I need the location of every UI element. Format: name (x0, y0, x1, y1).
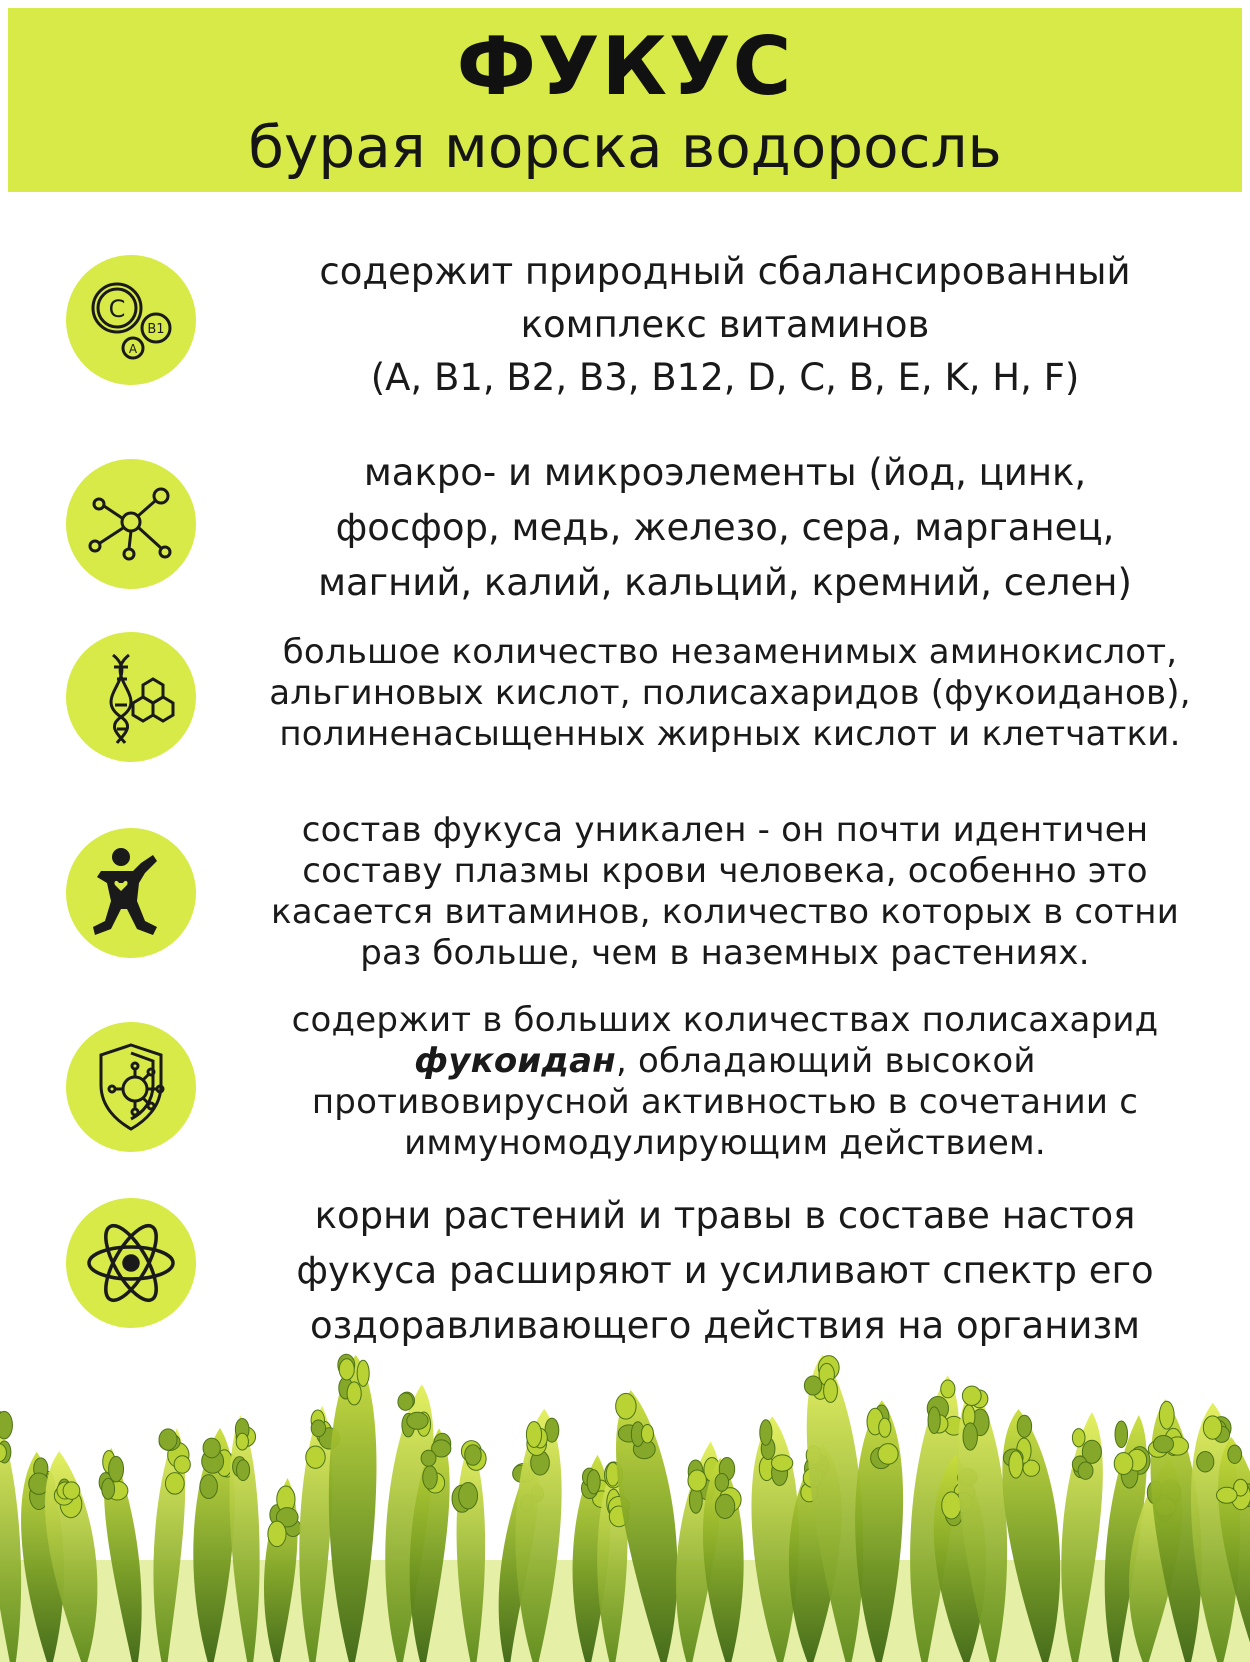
seaweed-vesicle (688, 1470, 706, 1491)
seaweed-vesicle (1114, 1453, 1133, 1475)
seaweed-vesicle (102, 1478, 115, 1499)
seaweed-vesicle (1009, 1451, 1023, 1478)
text-line: макро- и микроэлементы (йод, цинк, (363, 451, 1087, 494)
seaweed-vesicle (165, 1473, 184, 1495)
seaweed-vesicle (962, 1386, 981, 1405)
seaweed-vesicle (1072, 1429, 1085, 1447)
seaweed-vesicle (963, 1423, 977, 1450)
benefit-item-amino-acids (0, 630, 1250, 760)
text-fragment: , обладающий высокой (615, 1041, 1036, 1081)
benefit-item-fucoidan (0, 1000, 1250, 1170)
seaweed-vesicle (268, 1521, 286, 1546)
seaweed-vesicle (878, 1444, 898, 1465)
text-line: состав фукуса уникален - он почти идентичен (301, 810, 1149, 850)
benefit-item-minerals (0, 445, 1250, 604)
text-line: (A, B1, B2, B3, B12, D, C, B, E, K, H, F) (370, 356, 1080, 399)
seaweed-vesicle (1203, 1416, 1221, 1439)
vitamin-a-letter: A (128, 342, 138, 356)
text-line: магний, калий, кальций, кремний, селен) (318, 561, 1132, 604)
text-line: оздоравливающего действия на организм (309, 1304, 1141, 1347)
benefit-text-composition (200, 810, 1250, 974)
seaweed-illustration (0, 1330, 1250, 1662)
vitamin-c-letter: C (108, 295, 126, 323)
vitamin-b1-letter: B1 (147, 322, 165, 337)
seaweed-vesicle (398, 1393, 413, 1410)
seaweed-vesicle (941, 1380, 955, 1398)
seaweed-vesicle (804, 1376, 821, 1395)
text-line: раз больше, чем в наземных растениях. (360, 933, 1090, 973)
seaweed-vesicle (760, 1420, 772, 1445)
seaweed-vesicle (1216, 1487, 1237, 1503)
text-line (210, 1041, 1240, 1082)
seaweed-vesicle (174, 1456, 190, 1473)
benefit-text-herbs (210, 1188, 1240, 1353)
seaweed-vesicle (879, 1418, 891, 1437)
text-line: комплекс витаминов (520, 303, 930, 346)
seaweed-vesicle (1078, 1462, 1093, 1479)
text-line: иммуномодулирующим действием. (404, 1123, 1046, 1163)
benefit-text-fucoidan (210, 1000, 1240, 1164)
benefit-item-vitamins (0, 245, 1250, 399)
seaweed-vesicle (0, 1411, 12, 1438)
benefit-item-composition (0, 810, 1250, 980)
seaweed-vesicle (715, 1474, 729, 1492)
seaweed-vesicle (339, 1359, 354, 1380)
seaweed-vesicle (641, 1424, 653, 1442)
seaweed-vesicle (421, 1450, 436, 1466)
text-line: полиненасыщенных жирных кислот и клетчатки. (279, 714, 1181, 754)
benefit-text-vitamins (210, 245, 1240, 404)
molecule-icon (66, 459, 196, 589)
seaweed-vesicle (459, 1483, 478, 1509)
page-subtitle: бурая морска водоросль (248, 113, 1002, 181)
text-line: составу плазмы крови человека, особенно это (302, 851, 1148, 891)
seaweed-vesicle (236, 1433, 248, 1450)
seaweed-vesicle (63, 1482, 80, 1500)
seaweed-vesicle (423, 1466, 438, 1489)
seaweed-vesicle (824, 1379, 838, 1403)
seaweed-vesicle (311, 1420, 325, 1437)
seaweed-vesicle (465, 1445, 481, 1466)
vitamins-icon (66, 255, 196, 385)
seaweed-vesicle (616, 1393, 636, 1419)
text-line: альгиновых кислот, полисахаридов (фукоиданов), (269, 673, 1191, 713)
seaweed-vesicle (347, 1382, 361, 1405)
seaweed-vesicle (159, 1429, 177, 1450)
seaweed-vesicle (109, 1456, 124, 1481)
seaweed-vesicle (715, 1494, 734, 1518)
seaweed-vesicle (306, 1446, 325, 1468)
seaweed-vesicle (407, 1412, 428, 1429)
benefit-text-amino-acids (215, 632, 1245, 755)
seaweed-vesicle (1159, 1401, 1174, 1429)
seaweed-vesicle (942, 1492, 961, 1519)
text-line: большое количество незаменимых аминокислот, (282, 632, 1178, 672)
fucoidan-emphasis: фукоидан (414, 1041, 616, 1081)
seaweed-vesicle (237, 1460, 250, 1481)
seaweed-vesicle (771, 1455, 792, 1471)
text-line: содержит природный сбалансированный (319, 250, 1131, 293)
text-line: содержит в больших количествах полисахарид (291, 1000, 1159, 1040)
text-line: касается витаминов, количество которых в сотни (270, 892, 1180, 932)
seaweed-vesicle (200, 1475, 218, 1499)
benefit-item-herbs (0, 1188, 1250, 1347)
seaweed-vesicle (928, 1407, 940, 1434)
seaweed-vesicle (203, 1438, 220, 1458)
seaweed-vesicle (1228, 1445, 1242, 1463)
benefit-text-minerals (210, 445, 1240, 610)
seaweed-vesicle (1115, 1421, 1128, 1448)
seaweed-vesicle (1153, 1435, 1173, 1452)
text-line: противовирусной активностью в сочетании с (311, 1082, 1139, 1122)
seaweed-vesicle (587, 1470, 600, 1494)
seaweed-vesicle (1017, 1415, 1031, 1437)
seaweed-vesicle (526, 1422, 541, 1448)
text-line: фосфор, медь, железо, сера, марганец, (335, 506, 1115, 549)
dna-icon (66, 632, 196, 762)
text-line: корни растений и травы в составе настоя (314, 1194, 1136, 1237)
human-body-icon (66, 828, 196, 958)
text-line: фукуса расширяют и усиливают спектр его (296, 1249, 1154, 1292)
seaweed-vesicle (357, 1360, 369, 1386)
atom-icon (66, 1198, 196, 1328)
header-banner (8, 8, 1242, 192)
page-title: ФУКУС (456, 20, 794, 113)
virus-shield-icon (66, 1022, 196, 1152)
seaweed-vesicle (1197, 1452, 1214, 1472)
